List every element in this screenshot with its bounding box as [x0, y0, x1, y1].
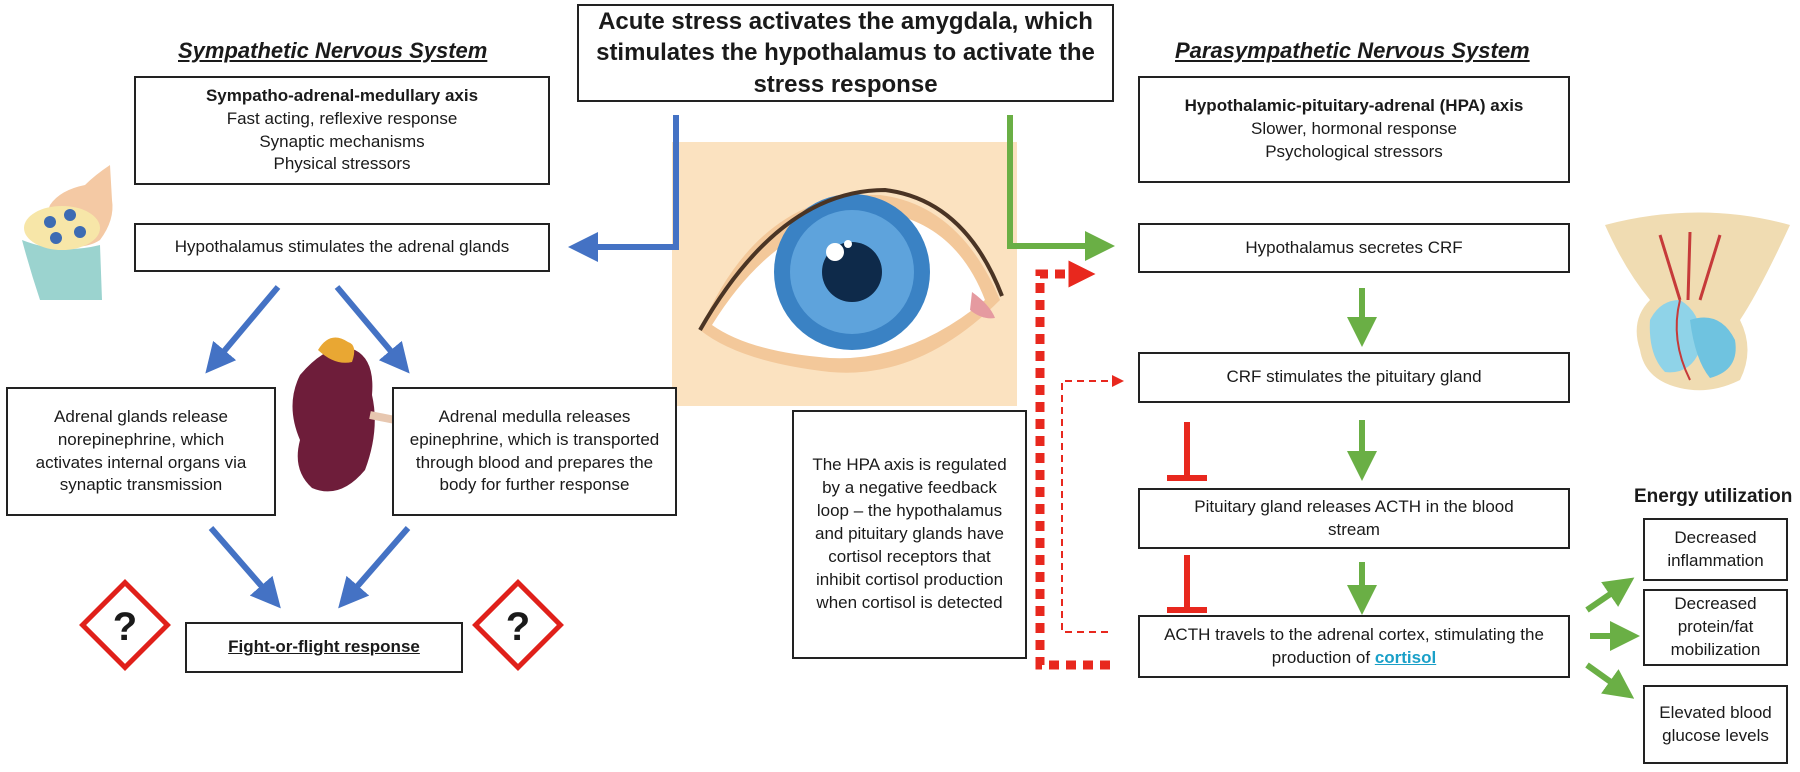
epinephrine-text: Adrenal medulla releases epinephrine, which is transported through blood and prepares the body for further response [409, 406, 660, 495]
sam-axis-line-2: Synaptic mechanisms [259, 131, 425, 151]
arrow-green-top-right [1010, 115, 1100, 246]
hypothalamus-adrenal-text: Hypothalamus stimulates the adrenal glands [174, 237, 510, 257]
question-mark-right: ? [505, 605, 531, 649]
inhibit-2 [1167, 555, 1207, 610]
energy-item-1-text: Decreased inflammation [1667, 527, 1764, 570]
crf-secrete-text: Hypothalamus secretes CRF [1245, 237, 1463, 257]
feedback-loop-text: The HPA axis is regulated by a negative feedback loop – the hypothalamus and pituitary glands have cortisol receptors that inhibit cortisol production when cortisol is detected [812, 455, 1007, 612]
energy-item-2-text: Decreased protein/fat mobilization [1670, 594, 1761, 659]
arrow-green-6 [1587, 665, 1622, 690]
acth-cortisol-text: ACTH travels to the adrenal cortex, stimulating the production of [1164, 624, 1544, 667]
arrow-blue-3 [211, 528, 271, 597]
question-mark-left: ? [112, 605, 138, 649]
feedback-thick-dashed [1040, 274, 1110, 665]
sam-axis-line-1: Fast acting, reflexive response [226, 108, 458, 128]
hpa-axis-title: Hypothalamic-pituitary-adrenal (HPA) axis [1184, 96, 1524, 116]
arrow-blue-1 [215, 287, 278, 362]
hpa-axis-line-2: Psychological stressors [1265, 141, 1443, 161]
arrow-blue-top-left [583, 115, 676, 247]
arrow-green-4 [1587, 586, 1622, 610]
cortisol-link[interactable]: cortisol [1374, 647, 1437, 667]
arrow-blue-4 [348, 528, 408, 597]
norepinephrine-text: Adrenal glands release norepinephrine, which activates internal organs via synaptic transmission [35, 406, 247, 495]
hpa-axis-line-1: Slower, hormonal response [1250, 119, 1457, 139]
arrow-blue-2 [337, 287, 400, 362]
inhibit-1 [1167, 422, 1207, 478]
sam-axis-title: Sympatho-adrenal-medullary axis [205, 85, 479, 105]
crf-pituitary-text: CRF stimulates the pituitary gland [1226, 367, 1482, 387]
parasympathetic-header: Parasympathetic Nervous System [1175, 38, 1530, 63]
feedback-thin-dashed [1062, 381, 1118, 632]
sympathetic-header: Sympathetic Nervous System [178, 38, 488, 63]
fight-flight-text: Fight-or-flight response [228, 637, 420, 657]
sam-axis-line-3: Physical stressors [273, 154, 411, 174]
top-stress-text: Acute stress activates the amygdala, which stimulates the hypothalamus to activate the stress response [596, 8, 1095, 98]
acth-release-text: Pituitary gland releases ACTH in the blood stream [1194, 496, 1514, 539]
energy-title: Energy utilization [1634, 486, 1793, 507]
energy-item-3-text: Elevated blood glucose levels [1659, 702, 1772, 745]
